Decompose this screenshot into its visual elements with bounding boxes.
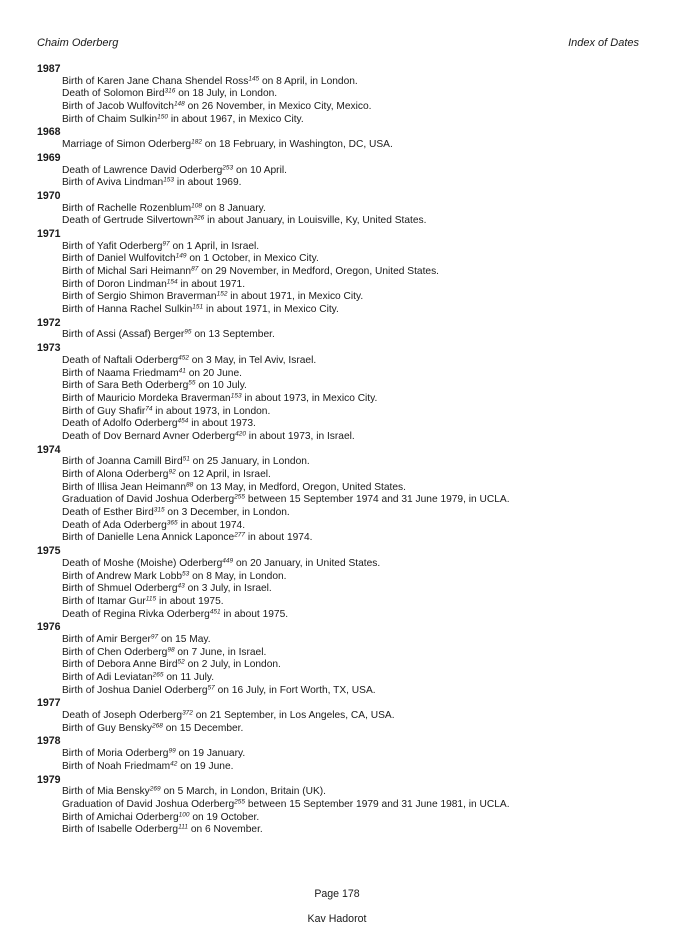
entry-event: Death of Naftali Oderberg — [62, 354, 179, 366]
entry-details: in about 1974. — [245, 532, 313, 544]
date-entry — [37, 304, 644, 317]
entry-reference-number: 255 — [234, 493, 246, 501]
date-entry — [37, 723, 644, 736]
year-heading: 1977 — [37, 697, 61, 710]
entry-event: Death of Solomon Bird — [62, 88, 165, 100]
entry-details: on 19 June. — [177, 760, 234, 772]
entry-event: Birth of Jacob Wulfovitch — [62, 101, 174, 113]
entry-reference-number: 115 — [145, 595, 157, 603]
entry-reference-number: 148 — [173, 100, 185, 108]
entry-event: Death of Moshe (Moishe) Oderberg — [62, 557, 223, 569]
entry-reference-number: 151 — [192, 303, 204, 311]
entry-reference-number: 98 — [167, 646, 175, 654]
entry-event: Birth of Debora Anne Bird — [62, 659, 178, 671]
entry-details: on 19 January. — [175, 748, 246, 760]
entry-details: on 18 February, in Washington, DC, USA. — [201, 139, 393, 151]
entry-reference-number: 277 — [234, 531, 246, 539]
entry-event: Death of Regina Rivka Oderberg — [62, 608, 210, 620]
entry-details: on 16 July, in Fort Worth, TX, USA. — [214, 684, 376, 696]
entry-reference-number: 454 — [177, 417, 189, 425]
entry-details: in about 1973. — [188, 418, 256, 430]
entry-event: Death of Dov Bernard Avner Oderberg — [62, 430, 236, 442]
entry-event: Death of Adolfo Oderberg — [62, 418, 178, 430]
date-entry — [37, 685, 644, 698]
date-entry — [37, 165, 644, 178]
year-heading: 1972 — [37, 316, 61, 329]
entry-details: on 15 December. — [162, 722, 244, 734]
date-entry — [37, 241, 644, 254]
entry-reference-number: 268 — [152, 722, 163, 730]
entry-reference-number: 253 — [222, 164, 234, 171]
entry-details: on 5 March, in London, Britain (UK). — [160, 786, 326, 798]
entry-reference-number: 269 — [149, 785, 161, 793]
page-number: Page 178 — [314, 888, 360, 900]
year-heading: 1973 — [37, 342, 61, 355]
entry-event: Birth of Joshua Daniel Oderberg — [62, 684, 208, 696]
entry-reference-number: 42 — [170, 760, 178, 768]
entry-details: between 15 September 1974 and 31 June 1979, in UCLA. — [245, 494, 510, 506]
entry-event: Birth of Andrew Mark Lobb — [62, 570, 183, 582]
entry-reference-number: 316 — [164, 87, 176, 95]
year-heading: 1970 — [37, 189, 61, 202]
entry-event: Graduation of David Joshua Oderberg — [62, 494, 235, 506]
entry-details: on 29 November, in Medford, Oregon, United States. — [198, 266, 439, 277]
date-entry — [37, 203, 644, 216]
book-title: Kav Hadorot — [307, 913, 367, 925]
year-heading: 1979 — [37, 773, 61, 786]
entry-details: on 21 September, in Los Angeles, CA, USA. — [192, 710, 395, 722]
entry-reference-number: 51 — [182, 455, 190, 463]
entry-reference-number: 150 — [157, 113, 168, 121]
entry-details: on 20 January, in United States. — [233, 557, 381, 569]
entry-event: Birth of Moria Oderberg — [62, 748, 169, 760]
date-entry — [37, 786, 644, 799]
entry-details: in about 1974. — [177, 519, 246, 531]
entry-details: on 19 October. — [189, 811, 260, 823]
entry-reference-number: 41 — [178, 367, 186, 374]
entry-reference-number: 365 — [166, 519, 178, 527]
date-entry — [37, 456, 644, 469]
date-entry — [37, 799, 644, 812]
entry-details: on 7 June, in Israel. — [174, 646, 267, 658]
entry-reference-number: 145 — [248, 75, 260, 83]
entry-details: in about 1973, in London. — [152, 405, 271, 417]
entry-reference-number: 74 — [145, 405, 153, 413]
entry-event: Death of Joseph Oderberg — [62, 710, 183, 722]
entry-details: in about January, in Louisville, Ky, United States. — [204, 215, 427, 227]
entry-details: on 3 July, in Israel. — [184, 583, 272, 595]
entry-details: on 26 November, in Mexico City, Mexico. — [184, 101, 372, 113]
date-entry — [37, 748, 644, 761]
entry-reference-number: 182 — [191, 138, 202, 146]
entry-event: Birth of Chaim Sulkin — [62, 113, 158, 125]
entry-event: Birth of Mia Bensky — [62, 786, 150, 798]
entry-event: Birth of Adi Leviatan — [62, 672, 153, 683]
entry-event: Marriage of Simon Oderberg — [62, 139, 192, 151]
header-section-title: Index of Dates — [568, 37, 639, 49]
date-entry — [37, 812, 644, 825]
entry-event: Birth of Sergio Shimon Braverman — [62, 291, 217, 303]
entry-details: between 15 September 1979 and 31 June 1981, in UCLA. — [245, 798, 510, 810]
date-entry — [37, 279, 644, 292]
date-entry — [37, 824, 644, 837]
year-heading: 1971 — [37, 227, 61, 240]
entry-details: in about 1971, in Mexico City. — [227, 291, 364, 303]
entry-event: Birth of Isabelle Oderberg — [62, 824, 179, 836]
entry-event: Birth of Amichai Oderberg — [62, 811, 179, 823]
header-author: Chaim Oderberg — [37, 37, 119, 49]
entry-details: on 10 July. — [195, 380, 247, 392]
entry-details: on 3 December, in London. — [164, 507, 290, 519]
date-entry — [37, 571, 644, 584]
date-entry — [37, 114, 644, 127]
date-entry — [37, 710, 644, 723]
year-heading: 1978 — [37, 735, 61, 748]
entry-details: on 8 May, in London. — [189, 570, 287, 582]
entry-event: Birth of Alona Oderberg — [62, 469, 169, 480]
entry-reference-number: 452 — [178, 354, 189, 362]
entry-reference-number: 100 — [178, 811, 190, 819]
entry-reference-number: 449 — [222, 557, 234, 565]
date-entry — [37, 672, 644, 685]
entry-event: Death of Gertrude Silvertown — [62, 215, 194, 227]
entry-reference-number: 97 — [150, 633, 159, 641]
entry-reference-number: 255 — [234, 798, 246, 806]
entry-reference-number: 95 — [184, 328, 192, 336]
date-entry — [37, 76, 644, 89]
entry-details: on 20 June. — [185, 367, 242, 379]
entry-details: on 6 November. — [187, 824, 263, 836]
entry-event: Birth of Mauricio Mordeka Braverman — [62, 392, 231, 404]
entry-reference-number: 326 — [193, 214, 205, 222]
date-entry — [37, 380, 644, 393]
entry-event: Birth of Sara Beth Oderberg — [62, 380, 189, 392]
entry-reference-number: 372 — [182, 709, 193, 717]
date-entry — [37, 507, 644, 520]
entry-details: on 1 October, in Mexico City. — [186, 253, 319, 265]
entry-reference-number: 152 — [216, 290, 228, 298]
entry-details: in about 1971, in Mexico City. — [203, 304, 339, 316]
entry-event: Birth of Illisa Jean Heimann — [62, 481, 187, 493]
entry-reference-number: 153 — [230, 392, 242, 400]
date-entry — [37, 406, 644, 419]
page-header — [37, 37, 639, 49]
entry-event: Birth of Doron Lindman — [62, 278, 167, 290]
date-entry — [37, 494, 644, 507]
entry-reference-number: 97 — [162, 240, 170, 248]
entry-reference-number: 265 — [152, 671, 164, 679]
entry-details: in about 1969. — [174, 177, 242, 189]
date-entry — [37, 558, 644, 571]
year-heading: 1974 — [37, 443, 61, 456]
entry-details: on 2 July, in London. — [184, 659, 281, 671]
entry-details: on 12 April, in Israel. — [175, 469, 271, 480]
date-entry — [37, 583, 644, 596]
entry-event: Birth of Aviva Lindman — [62, 177, 164, 189]
date-entry — [37, 88, 644, 101]
date-entry — [37, 291, 644, 304]
entry-reference-number: 57 — [207, 684, 215, 692]
date-entry — [37, 177, 644, 190]
entry-details: on 13 May, in Medford, Oregon, United States. — [193, 481, 406, 493]
entry-details: in about 1975. — [220, 608, 289, 620]
date-entry — [37, 647, 644, 660]
entry-event: Birth of Amir Berger — [62, 633, 151, 645]
entry-details: on 11 July. — [163, 672, 215, 683]
entry-event: Death of Lawrence David Oderberg — [62, 164, 223, 176]
entry-event: Birth of Guy Shafir — [62, 405, 146, 417]
date-entry — [37, 634, 644, 647]
entry-event: Birth of Itamar Gur — [62, 595, 146, 607]
date-entry — [37, 393, 644, 406]
entry-reference-number: 87 — [191, 265, 199, 273]
entry-event: Death of Esther Bird — [62, 507, 154, 519]
entry-event: Birth of Danielle Lena Annick Laponce — [62, 532, 235, 544]
entry-details: on 18 July, in London. — [175, 88, 278, 100]
entry-details: on 10 April. — [233, 164, 287, 176]
date-entry — [37, 520, 644, 533]
date-entry — [37, 761, 644, 774]
entry-details: on 8 April, in London. — [259, 75, 358, 87]
entry-reference-number: 108 — [191, 202, 202, 210]
entry-event: Graduation of David Joshua Oderberg — [62, 798, 235, 810]
entry-details: in about 1973, in Mexico City. — [241, 392, 378, 404]
year-heading: 1968 — [37, 126, 61, 139]
entry-details: on 25 January, in London. — [189, 456, 310, 468]
date-entry — [37, 101, 644, 114]
year-heading: 1975 — [37, 545, 61, 558]
entry-event: Birth of Joanna Camill Bird — [62, 456, 183, 468]
entry-event: Birth of Noah Friedmam — [62, 760, 171, 772]
date-entry — [37, 596, 644, 609]
entry-event: Birth of Shmuel Oderberg — [62, 583, 178, 595]
entry-reference-number: 420 — [235, 430, 246, 438]
entry-event: Birth of Guy Bensky — [62, 722, 153, 734]
entry-event: Birth of Karen Jane Chana Shendel Ross — [62, 75, 249, 87]
entry-details: in about 1975. — [156, 595, 224, 607]
entry-event: Birth of Michal Sari Heimann — [62, 266, 192, 277]
entry-reference-number: 53 — [182, 570, 190, 577]
entry-details: on 3 May, in Tel Aviv, Israel. — [188, 354, 317, 366]
entry-event: Birth of Naama Friedmam — [62, 367, 179, 379]
date-entry — [37, 253, 644, 266]
entry-event: Birth of Assi (Assaf) Berger — [62, 329, 185, 341]
entry-reference-number: 92 — [168, 468, 176, 476]
date-entry — [37, 469, 644, 482]
date-entry — [37, 215, 644, 228]
entry-reference-number: 315 — [153, 506, 165, 514]
entry-details: on 8 January. — [201, 202, 266, 214]
entry-event: Birth of Rachelle Rozenblum — [62, 202, 192, 214]
date-entry — [37, 139, 644, 152]
date-entry — [37, 368, 644, 381]
entry-reference-number: 99 — [168, 747, 176, 755]
entry-reference-number: 153 — [163, 176, 175, 184]
date-entry — [37, 266, 644, 279]
entry-details: on 15 May. — [158, 633, 211, 645]
entry-reference-number: 451 — [209, 608, 221, 616]
year-heading: 1987 — [37, 63, 61, 75]
entry-reference-number: 149 — [175, 252, 187, 260]
date-entry — [37, 659, 644, 672]
entry-reference-number: 154 — [166, 278, 178, 286]
date-entry — [37, 418, 644, 431]
entry-details: on 13 September. — [191, 329, 275, 341]
entry-reference-number: 55 — [188, 379, 196, 387]
entry-details: on 1 April, in Israel. — [169, 240, 260, 252]
entry-details: in about 1973, in Israel. — [245, 430, 355, 442]
year-heading: 1969 — [37, 151, 61, 164]
year-heading: 1976 — [37, 621, 61, 634]
entry-reference-number: 52 — [177, 658, 185, 666]
entry-reference-number: 43 — [177, 582, 185, 590]
index-of-dates-list — [37, 63, 644, 837]
date-entry — [37, 609, 644, 622]
entry-reference-number: 111 — [178, 823, 188, 831]
entry-event: Birth of Hanna Rachel Sulkin — [62, 304, 193, 316]
entry-details: in about 1971. — [177, 278, 246, 290]
entry-reference-number: 88 — [186, 481, 194, 489]
date-entry — [37, 431, 644, 444]
date-entry — [37, 329, 644, 342]
entry-event: Birth of Chen Oderberg — [62, 646, 168, 658]
date-entry — [37, 482, 644, 495]
entry-event: Birth of Daniel Wulfovitch — [62, 253, 176, 265]
date-entry — [37, 532, 644, 545]
entry-event: Birth of Yafit Oderberg — [62, 240, 163, 252]
date-entry — [37, 355, 644, 368]
entry-details: in about 1967, in Mexico City. — [167, 113, 304, 125]
entry-event: Death of Ada Oderberg — [62, 519, 167, 531]
